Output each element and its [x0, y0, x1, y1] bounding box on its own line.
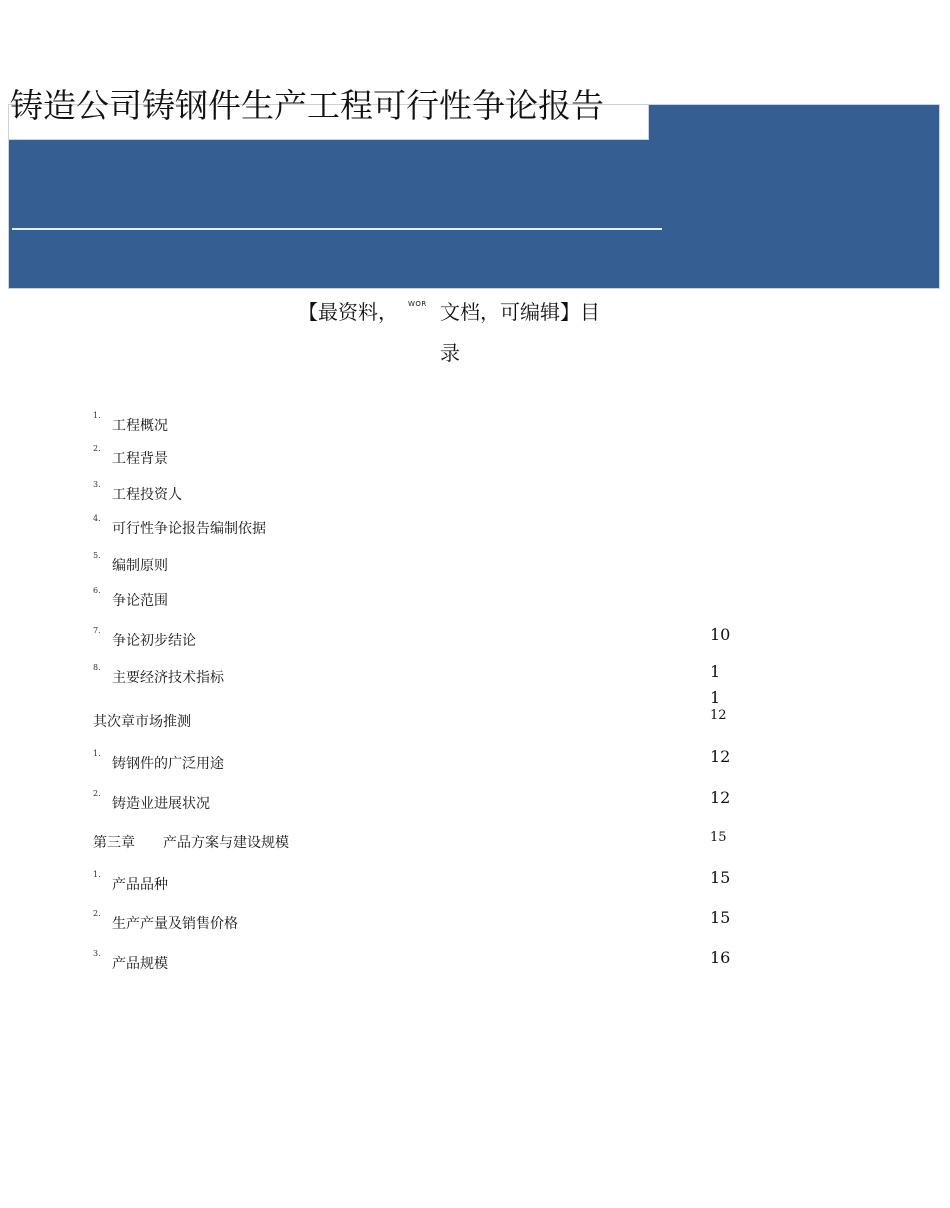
toc-number: 3. [93, 480, 101, 489]
toc-number: 5. [93, 551, 101, 560]
toc-number: 2. [93, 789, 101, 798]
toc-label: 生产产量及销售价格 [112, 916, 238, 932]
toc-entry[interactable] [0, 586, 950, 610]
toc-label: 铸造业进展状况 [112, 796, 210, 812]
toc-label: 工程概况 [112, 418, 168, 434]
toc-page-number: 12 [710, 708, 727, 723]
toc-chapter-label: 第三章 产品方案与建设规模 [93, 835, 289, 851]
toc-entry[interactable] [0, 868, 950, 894]
toc-number: 6. [93, 586, 101, 595]
toc-label: 争论初步结论 [112, 633, 196, 649]
toc-header-part3: 录 [440, 341, 460, 365]
toc-entry[interactable] [0, 747, 950, 773]
toc-number: 3. [93, 949, 101, 958]
toc-label: 产品品种 [112, 877, 168, 893]
toc-page-number: 12 [710, 747, 731, 766]
toc-header-part1: 【最资料， [298, 300, 398, 324]
toc-page-number: 15 [710, 830, 727, 845]
title-banner [8, 104, 940, 289]
toc-chapter-entry[interactable] [0, 708, 950, 731]
toc-chapter-label: 其次章市场推测 [93, 714, 191, 730]
toc-number: 1. [93, 870, 101, 879]
toc-number: 4. [93, 514, 101, 523]
toc-label: 争论范围 [112, 593, 168, 609]
toc-number: 1. [93, 749, 101, 758]
toc-page-number: 16 [710, 948, 731, 967]
toc-label: 主要经济技术指标 [112, 670, 224, 686]
toc-chapter-entry[interactable] [0, 832, 950, 852]
toc-entry[interactable] [0, 411, 950, 435]
toc-page-number: 15 [710, 908, 731, 927]
toc-entry[interactable] [0, 444, 950, 468]
toc-label: 可行性争论报告编制依据 [112, 521, 266, 537]
toc-entry[interactable] [0, 625, 950, 650]
toc-page-number: 10 [710, 625, 731, 644]
banner-divider-line [12, 228, 662, 230]
toc-entry[interactable] [0, 788, 950, 813]
toc-label: 工程背景 [112, 451, 168, 467]
toc-label: 产品规模 [112, 956, 168, 972]
toc-number: 1. [93, 411, 101, 420]
toc-page-number: 15 [710, 868, 731, 887]
toc-entry[interactable] [0, 551, 950, 575]
toc-page-number: 1 [710, 662, 721, 681]
toc-page-number-continued: 1 [710, 688, 721, 707]
toc-entry[interactable] [0, 480, 950, 504]
toc-entry[interactable] [0, 908, 950, 933]
toc-header-tiny: WOR [408, 300, 427, 308]
toc-number: 2. [93, 444, 101, 453]
toc-label: 编制原则 [112, 558, 168, 574]
toc-page-number: 12 [710, 788, 731, 807]
toc-entry[interactable] [0, 514, 950, 538]
toc-entry[interactable] [0, 662, 950, 707]
toc-header-part2: 文档，可编辑】目 [440, 300, 600, 324]
toc-label: 铸钢件的广泛用途 [112, 756, 224, 772]
toc-label: 工程投资人 [112, 487, 182, 503]
toc-number: 7. [93, 626, 101, 635]
toc-entry[interactable] [0, 948, 950, 973]
toc-number: 8. [93, 663, 101, 672]
toc-number: 2. [93, 909, 101, 918]
document-title: 铸造公司铸钢件生产工程可行性争论报告 [10, 86, 604, 125]
